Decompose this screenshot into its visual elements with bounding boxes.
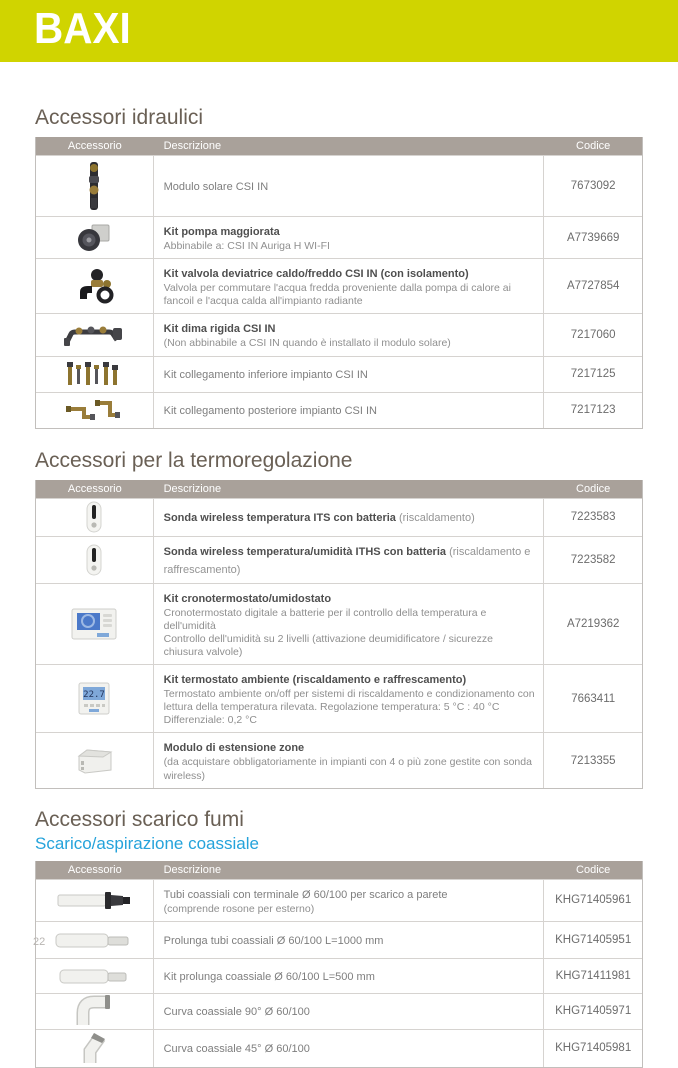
product-code: 7223582 — [570, 553, 616, 566]
product-code: A7727854 — [566, 280, 620, 293]
product-code: 7217123 — [570, 404, 616, 416]
product-title: Kit collegamento inferiore impianto CSI IN — [163, 369, 368, 381]
table-accessori-termoregolazione — [35, 480, 643, 789]
table-row — [36, 216, 642, 258]
product-title: Prolunga tubi coassiali Ø 60/100 L=1000 mm — [163, 934, 384, 947]
col-header-descrizione: Descrizione — [163, 140, 222, 152]
table-row — [36, 536, 642, 583]
product-title: Kit cronotermostato/umidostato — [163, 592, 332, 605]
product-code: KHG71405951 — [555, 933, 632, 946]
col-header-accessorio: Accessorio — [67, 140, 122, 152]
col-header-codice: Codice — [576, 140, 611, 152]
product-title: Kit dima rigida CSI IN — [163, 323, 276, 336]
product-image-lower-connection-kit — [36, 357, 154, 392]
product-title: Curva coassiale 90° Ø 60/100 — [163, 1006, 310, 1019]
product-image-solar-module — [36, 156, 154, 216]
page-number: 22 — [33, 936, 46, 948]
product-image-pump — [36, 217, 154, 258]
table-accessori-idraulici — [35, 137, 643, 429]
col-header-codice: Codice — [576, 482, 611, 495]
product-code: 7217125 — [570, 368, 616, 380]
product-image-diverter-valve — [36, 259, 154, 313]
product-subtext: (comprende rosone per esterno) — [163, 902, 315, 915]
product-image-rear-connection-kit — [36, 393, 154, 428]
section-title-termoregolazione: Accessori per la termoregolazione — [35, 448, 353, 472]
product-code: KHG71411981 — [555, 969, 631, 982]
product-title: Sonda wireless temperatura/umidità ITHS con batteria — [163, 545, 447, 558]
product-code: 7673092 — [570, 180, 616, 192]
baxi-logo: BAXI — [34, 4, 131, 53]
product-subtext: (da acquistare obbligatoriamente in impianti con 4 o più zone gestite con sonda wireless) — [163, 756, 532, 782]
col-header-accessorio: Accessorio — [67, 482, 122, 495]
product-code: 7663411 — [571, 692, 616, 705]
product-title: Tubi coassiali con terminale Ø 60/100 per scarico a parete — [163, 888, 448, 901]
product-code: 7223583 — [570, 511, 616, 523]
product-title: Kit collegamento posteriore impianto CSI IN — [163, 405, 377, 417]
product-image-coaxial-bend-90 — [36, 994, 154, 1029]
table-accessori-scarico-fumi — [35, 861, 643, 1068]
product-image-coaxial-bend-45 — [36, 1030, 154, 1067]
brand-banner — [0, 0, 678, 62]
product-title: Sonda wireless temperatura ITS con batteria — [163, 512, 396, 524]
col-header-codice: Codice — [576, 863, 611, 876]
product-image-coaxial-extension — [36, 922, 154, 958]
product-image-wireless-sensor — [36, 537, 154, 583]
product-title: Kit valvola deviatrice caldo/freddo CSI IN (con isolamento) — [163, 268, 469, 281]
table-row — [36, 879, 642, 921]
table-header-row — [36, 137, 642, 155]
product-image-coaxial-extension — [36, 959, 154, 993]
table-row — [36, 732, 642, 787]
product-subtext: Controllo dell'umidità su 2 livelli (attivazione deumidificatore / sicurezze chiusura valvole) — [163, 632, 494, 658]
product-image-zone-extension-module — [36, 733, 154, 787]
product-code: KHG71405971 — [555, 1005, 632, 1018]
product-subtext: Valvola per commutare l'acqua fredda proveniente dalla pompa di calore ai fancoil e l'acqua calda all'impianto radiante — [163, 282, 511, 308]
product-subtext: (Non abbinabile a CSI IN quando è installato il modulo solare) — [163, 337, 451, 350]
table-row — [36, 664, 642, 732]
product-code: KHG71405961 — [555, 894, 632, 907]
product-image-rigid-template — [36, 314, 154, 355]
table-row — [36, 498, 642, 536]
table-header-row — [36, 861, 642, 879]
col-header-descrizione: Descrizione — [163, 482, 222, 495]
product-subtext: Abbinabile a: CSI IN Auriga H WI-FI — [163, 240, 330, 252]
product-title-note: (riscaldamento) — [395, 512, 475, 524]
product-code: 7217060 — [570, 328, 616, 341]
col-header-accessorio: Accessorio — [67, 863, 122, 876]
product-title-note: (riscaldamento e raffrescamento) — [163, 545, 531, 576]
product-image-room-thermostat — [36, 665, 154, 732]
table-row — [36, 155, 642, 216]
product-title: Kit termostato ambiente (riscaldamento e raffrescamento) — [163, 674, 467, 686]
product-image-chronothermostat — [36, 584, 154, 665]
table-row — [36, 258, 642, 313]
product-image-coaxial-pipe-terminal — [36, 880, 154, 921]
table-row — [36, 583, 642, 665]
table-row — [36, 958, 642, 993]
product-title: Modulo solare CSI IN — [163, 181, 269, 193]
table-row — [36, 356, 642, 392]
product-code: A7739669 — [566, 231, 620, 244]
section-title-idraulici: Accessori idraulici — [35, 106, 204, 129]
product-subtext: Termostato ambiente on/off per sistemi di riscaldamento e condizionamento con lettura della temperatura rilevata. Regolazione temperatura: 5 °C : 40 °C Differenziale: 0,2 °C — [163, 688, 535, 727]
product-title: Modulo di estensione zone — [163, 742, 305, 755]
table-row — [36, 993, 642, 1029]
product-code: 7213355 — [570, 754, 616, 767]
product-title: Kit prolunga coassiale Ø 60/100 L=500 mm — [163, 970, 375, 983]
product-title: Kit pompa maggiorata — [163, 226, 280, 238]
col-header-descrizione: Descrizione — [163, 863, 222, 876]
product-subtext: Cronotermostato digitale a batterie per il controllo della temperatura e dell'umidità — [163, 606, 487, 632]
section-title-scarico-fumi: Accessori scarico fumi — [35, 807, 244, 831]
table-row — [36, 921, 642, 958]
product-code: KHG71405981 — [555, 1042, 632, 1055]
product-image-wireless-sensor — [36, 499, 154, 536]
table-row — [36, 392, 642, 428]
table-header-row — [36, 480, 642, 498]
table-row — [36, 1029, 642, 1067]
product-title: Curva coassiale 45° Ø 60/100 — [163, 1043, 310, 1056]
section-subtitle-coassiale: Scarico/aspirazione coassiale — [35, 833, 259, 853]
product-code: A7219362 — [566, 617, 620, 630]
svg-text:22.7: 22.7 — [83, 689, 106, 700]
table-row — [36, 313, 642, 355]
